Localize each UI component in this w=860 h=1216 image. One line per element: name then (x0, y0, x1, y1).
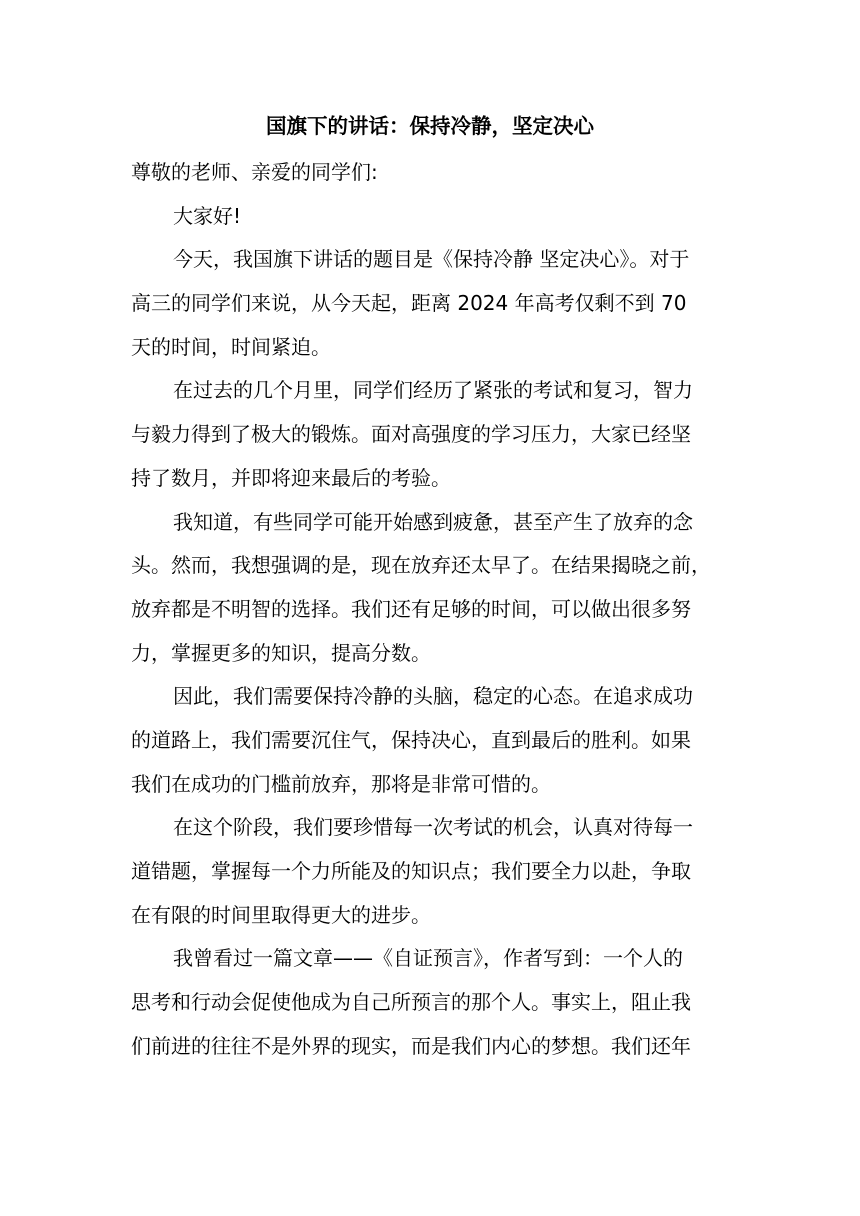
paragraph-line: 今天，我国旗下讲话的题目是《保持冷静 坚定决心》。对于 (173, 247, 690, 272)
paragraph-line: 们前进的往往不是外界的现实，而是我们内心的梦想。我们还年 (131, 1033, 691, 1058)
paragraph-line: 在有限的时间里取得更大的进步。 (131, 902, 431, 927)
salutation-line: 尊敬的老师、亲爱的同学们: (131, 160, 378, 184)
paragraph-line: 天的时间，时间紧迫。 (131, 334, 331, 359)
paragraph-line: 力，掌握更多的知识，提高分数。 (131, 640, 431, 665)
paragraph-line: 我们在成功的门槛前放弃，那将是非常可惜的。 (131, 771, 551, 796)
paragraph-line: 放弃都是不明智的选择。我们还有足够的时间，可以做出很多努 (131, 596, 691, 621)
paragraph-line: 与毅力得到了极大的锻炼。面对高强度的学习压力，大家已经坚 (131, 422, 691, 447)
paragraph-line: 思考和行动会促使他成为自己所预言的那个人。事实上，阻止我 (131, 990, 691, 1015)
paragraph-line: 我曾看过一篇文章——《自证预言》，作者写到：一个人的 (173, 946, 683, 971)
paragraph-line: 在过去的几个月里，同学们经历了紧张的考试和复习，智力 (173, 378, 693, 403)
paragraph-line: 高三的同学们来说，从今天起，距离 2024 年高考仅剩不到 70 (131, 291, 687, 316)
paragraph-line: 头。然而，我想强调的是，现在放弃还太早了。在结果揭晓之前， (131, 553, 711, 578)
paragraph-line: 的道路上，我们需要沉住气，保持决心，直到最后的胜利。如果 (131, 727, 691, 752)
paragraph-line: 道错题，掌握每一个力所能及的知识点；我们要全力以赴，争取 (131, 859, 691, 883)
greeting-line: 大家好! (173, 203, 242, 228)
paragraph-line: 因此，我们需要保持冷静的头脑，稳定的心态。在追求成功 (173, 684, 693, 709)
paragraph-line: 我知道，有些同学可能开始感到疲惫，甚至产生了放弃的念 (173, 509, 693, 534)
paragraph-line: 在这个阶段，我们要珍惜每一次考试的机会，认真对待每一 (173, 815, 693, 840)
document-body (131, 155, 731, 1072)
paragraph-line: 持了数月，并即将迎来最后的考验。 (131, 465, 451, 490)
document-title: 国旗下的讲话：保持冷静，坚定决心 (266, 114, 594, 138)
